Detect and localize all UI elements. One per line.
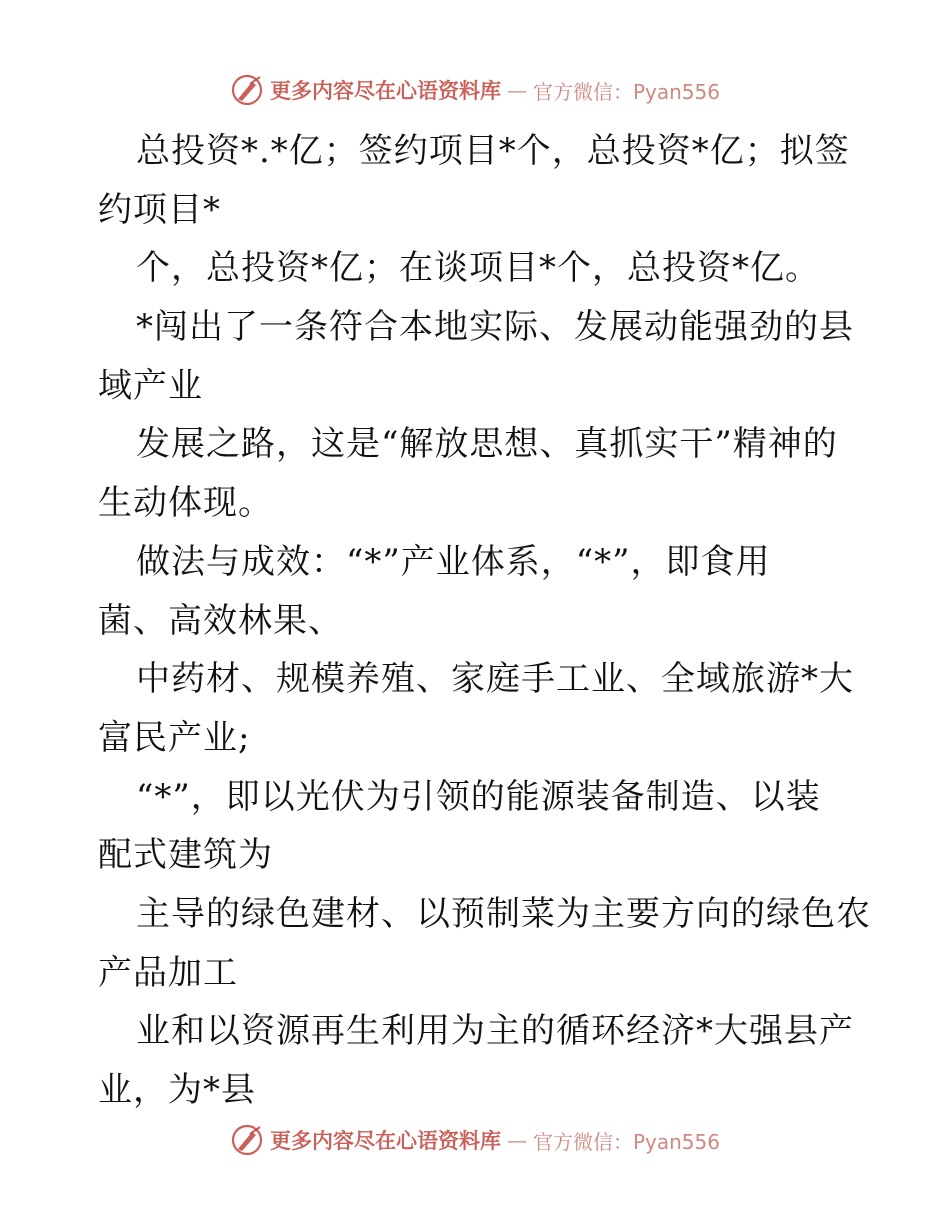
text-line: 中药材、规模养殖、家庭手工业、全域旅游*大 [136, 659, 854, 700]
text-line: 菌、高效林果、 [98, 600, 343, 641]
watermark-wechat-text: 官方微信：Pyan556 [532, 79, 720, 104]
text-line: 个，总投资*亿；在谈项目*个，总投资*亿。 [136, 248, 820, 289]
text-line: 做法与成效：“*”产业体系，“*”，即食用 [136, 541, 771, 582]
watermark-separator: — [506, 1128, 527, 1152]
text-line: 配式建筑为 [98, 835, 273, 876]
text-line: 约项目* [98, 189, 221, 230]
text-line: 发展之路，这是“解放思想、真抓实干”精神的 [136, 424, 838, 465]
text-line: 主导的绿色建材、以预制菜为主要方向的绿色农 [136, 893, 871, 934]
text-line: 业和以资源再生利用为主的循环经济*大强县产 [136, 1011, 854, 1052]
quill-pen-logo-icon [230, 1123, 264, 1157]
header-watermark-banner [0, 70, 950, 110]
watermark-brand-text: 更多内容尽在心语资料库 [269, 78, 501, 103]
text-line: 总投资*.*亿；签约项目*个，总投资*亿；拟签 [136, 131, 850, 171]
watermark-wechat-text: 官方微信：Pyan556 [532, 1129, 720, 1154]
watermark-brand-text: 更多内容尽在心语资料库 [269, 1128, 501, 1153]
text-line: 业，为*县 [98, 1070, 256, 1110]
text-line: 产品加工 [98, 952, 238, 993]
text-line: *闯出了一条符合本地实际、发展动能强劲的县 [136, 307, 854, 348]
watermark-separator: — [506, 78, 527, 102]
text-line: 生动体现。 [98, 483, 273, 524]
text-line: 域产业 [98, 365, 203, 406]
text-line: 富民产业; [98, 717, 251, 758]
document-body [98, 122, 871, 1120]
quill-pen-logo-icon [230, 73, 264, 107]
footer-watermark-banner [0, 1120, 950, 1160]
text-line: “*”，即以光伏为引领的能源装备制造、以装 [136, 776, 821, 817]
